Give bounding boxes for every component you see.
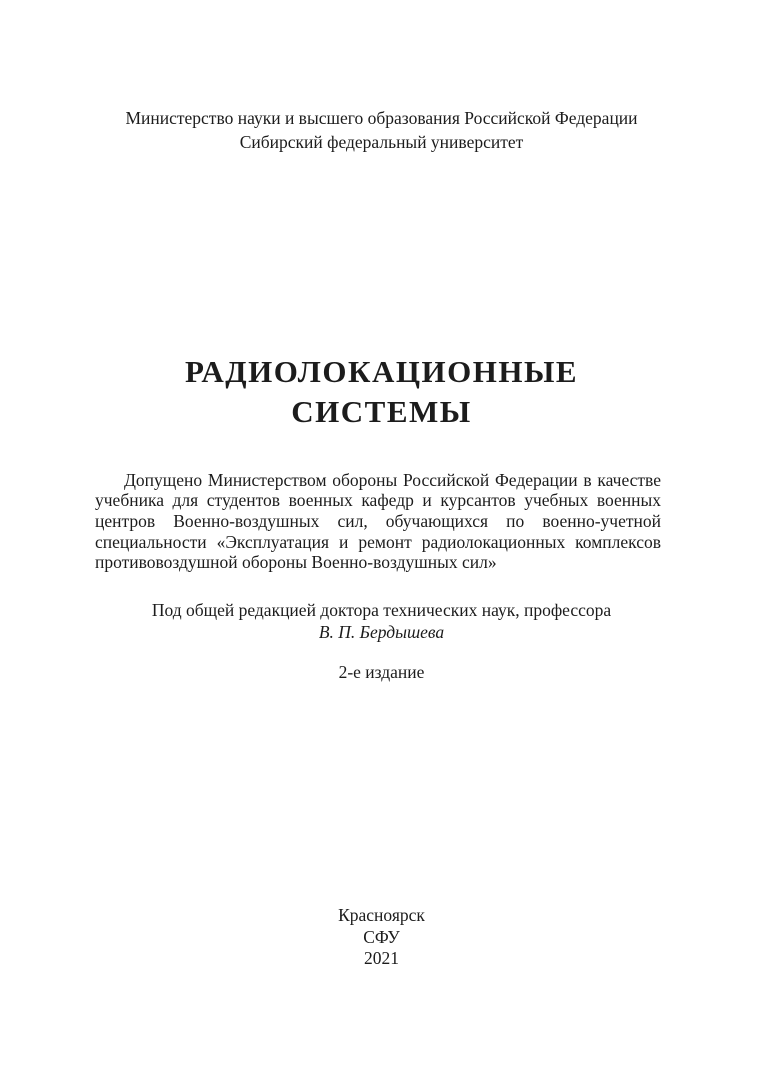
imprint-publisher: СФУ bbox=[363, 926, 400, 947]
editor-note: Под общей редакцией доктора технических наук, профессора bbox=[151, 600, 612, 620]
imprint-year: 2021 bbox=[364, 948, 399, 968]
imprint-block bbox=[0, 905, 763, 970]
book-title-line1: РАДИОЛОКАЦИОННЫЕ bbox=[184, 354, 579, 389]
editor-block bbox=[0, 599, 763, 643]
admission-paragraph: Допущено Министерством обороны Российской Федерации в качестве учебника для студентов военных кафедр и курсантов учебных военных центров Военно-воздушных сил, обучающихся по военно-учетной специальности «Эксплуатация и ремонт радиолокационных комплексов противовоздушной обороны Военно-воздушных сил» bbox=[95, 469, 661, 573]
edition-note: 2-е издание bbox=[338, 662, 425, 682]
university-line: Сибирский федеральный университет bbox=[239, 131, 524, 152]
book-title-line2: СИСТЕМЫ bbox=[291, 394, 472, 429]
imprint-city: Красноярск bbox=[338, 905, 425, 925]
ministry-line: Министерство науки и высшего образования Российской Федерации bbox=[125, 108, 638, 128]
book-title bbox=[0, 352, 763, 432]
page-header bbox=[0, 107, 763, 154]
editor-name: В. П. Бердышева bbox=[318, 622, 445, 642]
